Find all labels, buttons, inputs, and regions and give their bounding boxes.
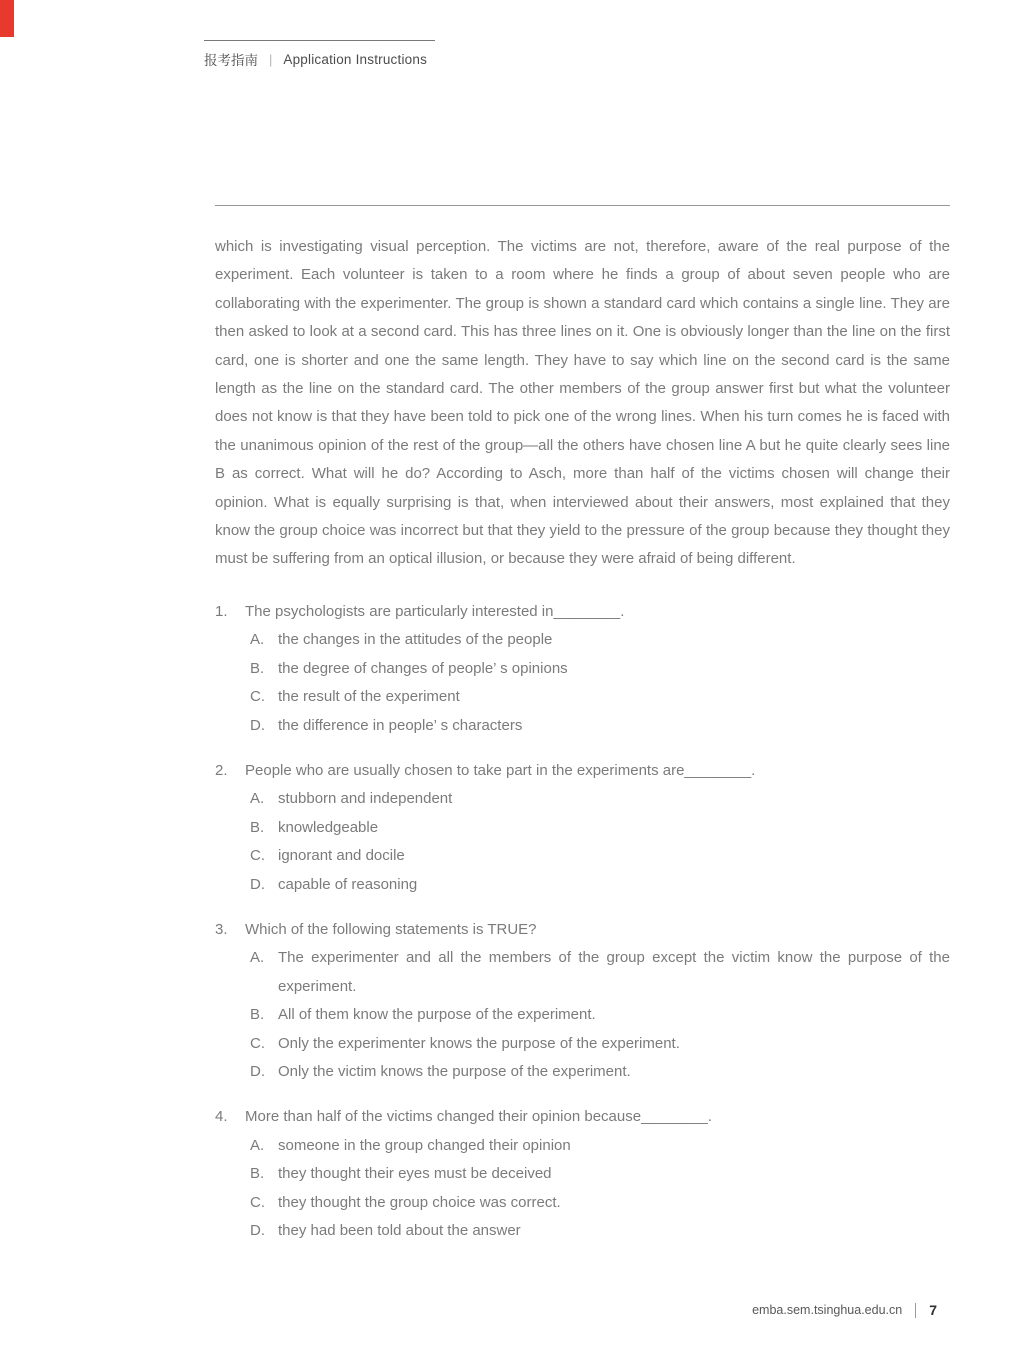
option-text: they had been told about the answer [278, 1222, 521, 1239]
option-letter: C. [250, 688, 265, 706]
option-letter: B. [250, 1165, 265, 1183]
option [215, 1160, 950, 1188]
option [215, 1058, 950, 1086]
page-footer [752, 1302, 937, 1318]
header-title-zh: 报考指南 [204, 53, 258, 68]
content-top-rule [215, 205, 950, 206]
option-letter: A. [250, 790, 265, 808]
header-title-en: Application Instructions [283, 51, 428, 67]
option-text: Only the experimenter knows the purpose of the experiment. [278, 1034, 680, 1052]
option-text: stubborn and independent [278, 790, 453, 808]
option-text: All of them know the purpose of the experiment. [278, 1006, 596, 1024]
content-area [215, 205, 950, 1245]
question-3 [215, 916, 950, 1086]
passage-text: which is investigating visual perception. The victims are not, therefore, aware of the real purpose of the experiment. Each volunteer is taken to a room where he finds a group of about seven people who are collaborating with the experimenter. The group is shown a standard card which contains a single line. They are then asked to look at a second card. This has three lines on it. One is obviously longer than the line on the first card, one is shorter and one the same length. They have to say which line on the second card is the same length as the line on the standard card. The other members of the group answer first but what the volunteer does not know is that they have been told to pick one of the wrong lines. When his turn comes he is faced with the unanimous opinion of the rest of the group—all the others have chosen line A but he quite clearly sees line B as correct. What will he do? According to Asch, more than half of the victims chosen will change their opinion. What is equally surprising is that, when interviewed about their answers, most explained that they know the group choice was incorrect but that they yield to the pressure of the group because they thought they must be suffering from an optical illusion, or because they were afraid of being different. [215, 238, 950, 568]
option [215, 712, 950, 740]
question-stem: Which of the following statements is TRUE? [245, 920, 537, 938]
option-text: capable of reasoning [278, 875, 418, 893]
option [215, 944, 950, 1001]
option [215, 655, 950, 683]
option [215, 1001, 950, 1029]
option-text: they thought their eyes must be deceived [278, 1165, 552, 1183]
option-text: the result of the experiment [278, 688, 460, 706]
question-number: 1. [215, 602, 228, 620]
option-text: Only the victim knows the purpose of the experiment. [278, 1062, 631, 1080]
question-stem: People who are usually chosen to take part in the experiments are________. [245, 761, 756, 779]
option-text: they thought the group choice was correct. [278, 1193, 561, 1211]
footer-page-number: 7 [929, 1302, 937, 1318]
option-letter: A. [250, 631, 265, 649]
option-text: knowledgeable [278, 818, 379, 836]
option-text: someone in the group changed their opinion [278, 1136, 571, 1154]
option [215, 842, 950, 870]
option [215, 1030, 950, 1058]
option-letter: D. [250, 716, 265, 734]
question-stem: The psychologists are particularly interested in________. [245, 602, 625, 620]
option [215, 1132, 950, 1160]
option [215, 1217, 950, 1245]
option [215, 626, 950, 654]
header-rule [204, 40, 435, 41]
page-header [204, 40, 435, 69]
option-letter: B. [250, 818, 265, 836]
option [215, 871, 950, 899]
question-number: 4. [215, 1108, 228, 1126]
option-text: ignorant and docile [278, 847, 405, 865]
question-4 [215, 1103, 950, 1245]
question-number: 2. [215, 761, 228, 779]
option-text: the changes in the attitudes of the people [278, 631, 553, 649]
option [215, 683, 950, 711]
option-letter: C. [250, 1193, 265, 1211]
option [215, 1189, 950, 1217]
footer-site-url: emba.sem.tsinghua.edu.cn [752, 1303, 903, 1317]
question-number: 3. [215, 920, 228, 938]
option-letter: C. [250, 1034, 265, 1052]
red-corner-tab [0, 0, 14, 37]
option-letter: C. [250, 847, 265, 865]
option-letter: D. [250, 875, 265, 893]
option [215, 814, 950, 842]
option-letter: A. [250, 949, 265, 967]
option-letter: B. [250, 1006, 265, 1024]
option [215, 785, 950, 813]
question-2 [215, 757, 950, 899]
option-letter: A. [250, 1136, 265, 1154]
option-text: the difference in people’ s characters [278, 716, 523, 734]
option-text: The experimenter and all the members of the group except the victim know the purpose of the experiment. [278, 949, 950, 995]
option-letter: D. [250, 1062, 265, 1080]
question-1 [215, 598, 950, 740]
header-divider: | [269, 51, 273, 67]
question-stem: More than half of the victims changed their opinion because________. [245, 1108, 712, 1126]
option-letter: D. [250, 1222, 265, 1239]
option-letter: B. [250, 659, 265, 677]
option-text: the degree of changes of people’ s opinions [278, 659, 568, 677]
footer-divider [915, 1303, 916, 1318]
